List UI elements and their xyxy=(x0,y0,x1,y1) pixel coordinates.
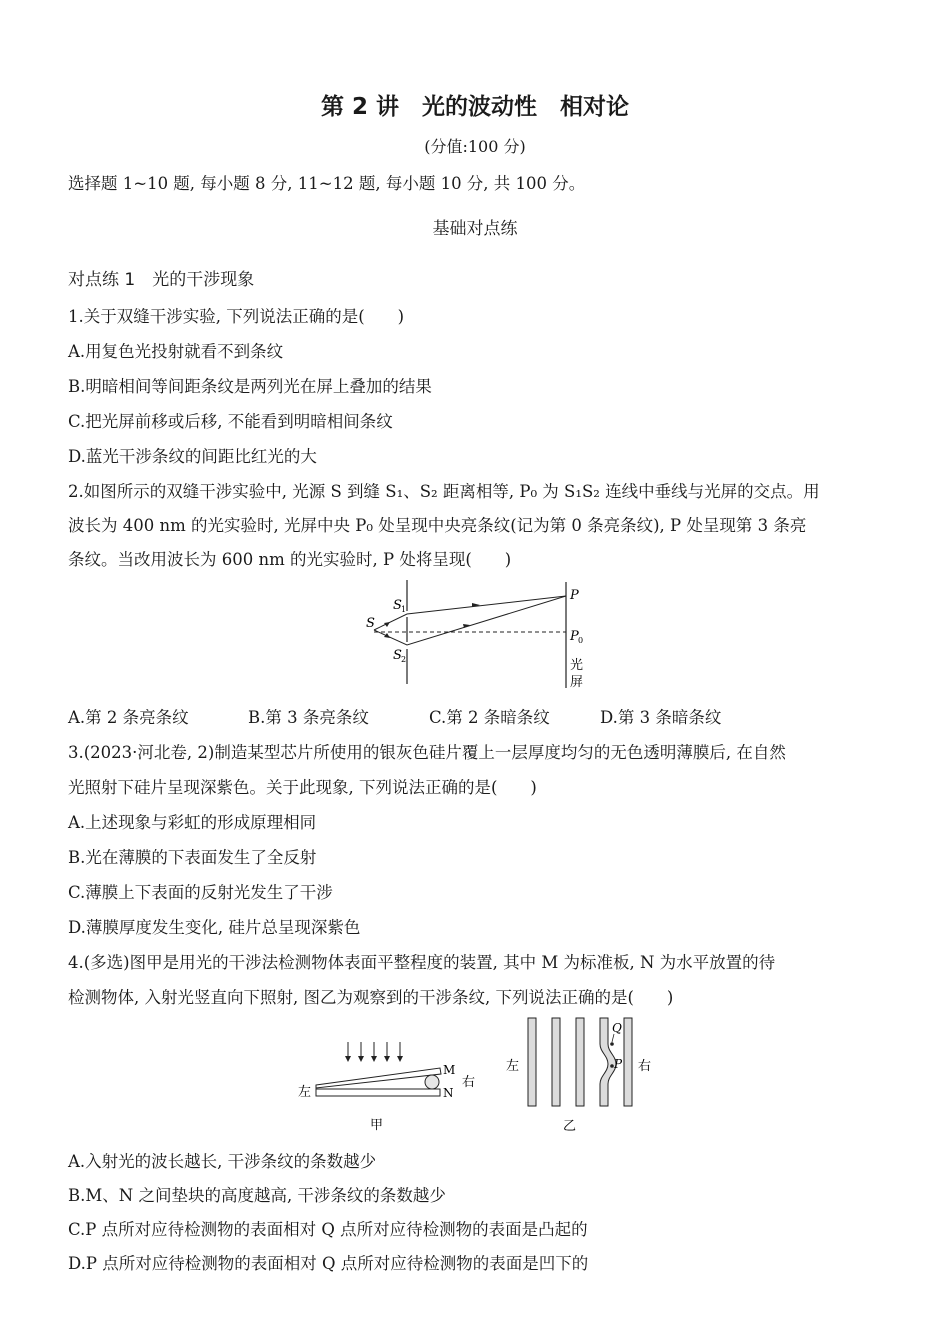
q2-option-b: B.第 3 条亮条纹 xyxy=(248,708,369,727)
label-n: N xyxy=(443,1086,454,1100)
label-p: P xyxy=(570,588,579,603)
label-right-2: 右 xyxy=(638,1059,652,1074)
q2-option-c: C.第 2 条暗条纹 xyxy=(429,708,550,727)
q1-stem: 1.关于双缝干涉实验, 下列说法正确的是( ) xyxy=(68,307,405,326)
q2-stem-line3: 条纹。当改用波长为 600 nm 的光实验时, P 处将呈现( ) xyxy=(68,550,512,569)
label-screen-2: 屏 xyxy=(570,675,584,690)
q4-option-b: B.M、N 之间垫块的高度越高, 干涉条纹的条数越少 xyxy=(68,1186,446,1205)
q3-stem-line1: 3.(2023·河北卷, 2)制造某型芯片所使用的银灰色硅片覆上一层厚度均匀的无色透明薄膜后, 在自然 xyxy=(68,743,786,762)
label-p0: P xyxy=(570,629,579,644)
label-m: M xyxy=(443,1063,456,1077)
label-s: S xyxy=(366,616,375,631)
label-screen-1: 光 xyxy=(570,658,584,673)
q4-option-a: A.入射光的波长越长, 干涉条纹的条数越少 xyxy=(68,1152,377,1171)
label-q: Q xyxy=(612,1021,622,1035)
label-s1: S xyxy=(393,598,402,613)
subsection-title: 对点练 1 光的干涉现象 xyxy=(68,270,255,290)
label-s2-sub: 2 xyxy=(401,655,407,664)
page-title: 第 2 讲 光的波动性 相对论 xyxy=(320,94,630,120)
q4-option-c: C.P 点所对应待检测物的表面相对 Q 点所对应待检测物的表面是凸起的 xyxy=(68,1220,588,1239)
q2-stem-line2: 波长为 400 nm 的光实验时, 光屏中央 P₀ 处呈现中央亮条纹(记为第 0 条亮条纹), P 处呈现第 3 条亮 xyxy=(68,516,807,535)
label-p-fringe: P xyxy=(614,1057,623,1071)
q3-option-c: C.薄膜上下表面的反射光发生了干涉 xyxy=(68,883,333,902)
label-s1-sub: 1 xyxy=(401,605,407,614)
q2-option-d: D.第 3 条暗条纹 xyxy=(600,708,722,727)
q2-stem-line1: 2.如图所示的双缝干涉实验中, 光源 S 到缝 S₁、S₂ 距离相等, P₀ 为 S₁S₂ 连线中垂线与光屏的交点。用 xyxy=(68,482,820,501)
q3-option-b: B.光在薄膜的下表面发生了全反射 xyxy=(68,848,317,867)
double-slit-diagram xyxy=(360,578,600,694)
label-left-2: 左 xyxy=(506,1059,520,1074)
q1-option-c: C.把光屏前移或后移, 不能看到明暗相间条纹 xyxy=(68,412,393,431)
label-jia: 甲 xyxy=(370,1118,384,1133)
interference-fringes-yi xyxy=(500,1014,670,1136)
label-s2: S xyxy=(393,648,402,663)
q3-stem-line2: 光照射下硅片呈现深紫色。关于此现象, 下列说法正确的是( ) xyxy=(68,778,537,797)
section-title: 基础对点练 xyxy=(432,219,518,239)
q1-option-b: B.明暗相间等间距条纹是两列光在屏上叠加的结果 xyxy=(68,377,432,396)
label-right: 右 xyxy=(462,1075,476,1090)
q4-stem-line1: 4.(多选)图甲是用光的干涉法检测物体表面平整程度的装置, 其中 M 为标准板, N 为水平放置的待 xyxy=(68,953,776,972)
q2-option-a: A.第 2 条亮条纹 xyxy=(68,708,189,727)
q4-option-d: D.P 点所对应待检测物的表面相对 Q 点所对应待检测物的表面是凹下的 xyxy=(68,1254,589,1273)
label-left: 左 xyxy=(298,1085,312,1100)
label-yi: 乙 xyxy=(563,1119,577,1134)
q1-option-d: D.蓝光干涉条纹的间距比红光的大 xyxy=(68,447,317,466)
q2-options xyxy=(68,704,721,728)
thin-film-diagram-jia xyxy=(292,1038,492,1134)
q3-option-a: A.上述现象与彩虹的形成原理相同 xyxy=(68,813,317,832)
q4-stem-line2: 检测物体, 入射光竖直向下照射, 图乙为观察到的干涉条纹, 下列说法正确的是( ) xyxy=(68,988,674,1007)
q1-option-a: A.用复色光投射就看不到条纹 xyxy=(68,342,284,361)
label-p0-sub: 0 xyxy=(578,636,584,645)
instructions: 选择题 1~10 题, 每小题 8 分, 11~12 题, 每小题 10 分, 共 100 分。 xyxy=(68,174,586,193)
score-note: (分值:100 分) xyxy=(424,137,526,156)
q3-option-d: D.薄膜厚度发生变化, 硅片总呈现深紫色 xyxy=(68,918,361,937)
